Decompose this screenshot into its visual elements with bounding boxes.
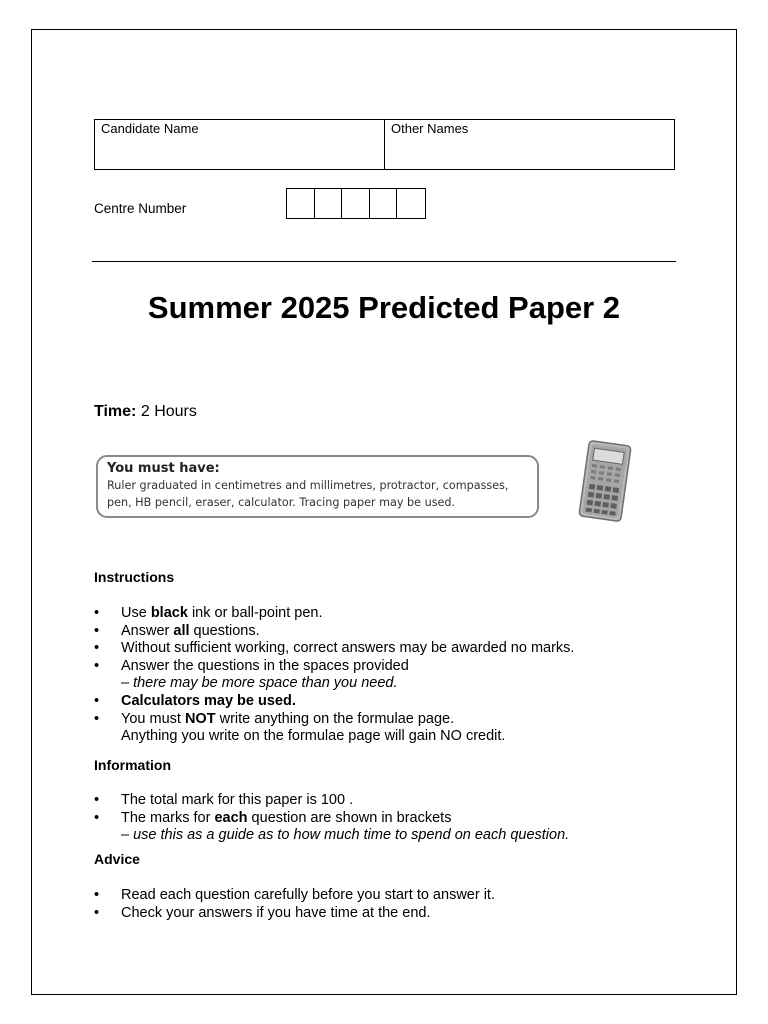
list-item-emphasis: Calculators may be used. [121,692,296,709]
bullet-icon: • [94,605,100,621]
must-have-box [96,455,539,518]
bullet-icon: • [94,809,100,826]
list-item [94,623,694,641]
list-item-text: questions. [189,622,260,639]
bullet-icon: • [94,640,100,657]
list-item-text: Answer the questions in the spaces provided [121,657,409,674]
bullet-icon: • [94,692,100,709]
centre-number-digit-box[interactable] [315,189,343,218]
list-item [94,605,694,623]
list-item-text: The marks for [121,809,215,826]
list-item-text: Answer [121,622,174,639]
information-heading: Information [94,757,171,773]
page-title: Summer 2025 Predicted Paper 2 [147,290,621,325]
time-value: 2 Hours [140,403,197,420]
candidate-details-table [94,119,675,170]
instructions-list [94,605,694,746]
list-item-text: Use [121,605,151,621]
centre-number-digit-box[interactable] [342,189,370,218]
centre-number-digit-box[interactable] [287,189,315,218]
list-item-text: question are shown in brackets [247,809,452,826]
time-allowed [94,403,197,421]
information-list [94,792,694,845]
calculator-icon [576,440,634,522]
centre-number-boxes [286,188,426,219]
list-item-emphasis: all [173,622,190,639]
list-item-text: You must [121,710,185,727]
list-item [94,711,694,746]
list-item-subtext: – there may be more space than you need. [121,675,398,692]
instructions-heading: Instructions [94,569,175,585]
centre-number-label: Centre Number [94,201,187,216]
list-item-text: Read each question carefully before you start to answer it. [121,887,495,903]
must-have-line: pen, HB pencil, eraser, calculator. Tracing paper may be used. [107,496,456,509]
bullet-icon: • [94,622,100,639]
list-item [94,640,694,658]
other-names-label: Other Names [391,121,469,136]
list-item-text: The total mark for this paper is 100 . [121,792,354,808]
centre-number-digit-box[interactable] [370,189,398,218]
list-item [94,693,694,711]
list-item-text: write anything on the formulae page. [215,710,455,727]
must-have-title: You must have: [107,461,220,476]
list-item [94,905,694,923]
list-item-subtext: – use this as a guide as to how much time to spend on each question. [121,827,570,844]
advice-list [94,887,694,922]
candidate-name-field[interactable] [95,120,385,169]
list-item [94,810,694,845]
list-item-subtext: Anything you write on the formulae page will gain NO credit. [121,728,506,745]
horizontal-rule [92,261,676,262]
advice-heading: Advice [94,851,140,867]
bullet-icon: • [94,710,100,727]
must-have-line: Ruler graduated in centimetres and millimetres, protractor, compasses, [107,479,509,492]
list-item [94,887,694,905]
list-item-text: Check your answers if you have time at the end. [121,904,431,921]
list-item [94,792,694,810]
bullet-icon: • [94,887,100,903]
bullet-icon: • [94,904,100,921]
list-item-emphasis: each [214,809,248,826]
list-item [94,658,694,693]
bullet-icon: • [94,792,100,808]
centre-number-digit-box[interactable] [397,189,425,218]
list-item-text: Without sufficient working, correct answers may be awarded no marks. [121,640,575,657]
time-label: Time: [94,403,137,420]
list-item-emphasis: black [150,605,188,621]
candidate-name-label: Candidate Name [101,121,199,136]
list-item-emphasis: NOT [184,710,216,727]
list-item-text: ink or ball-point pen. [187,605,323,621]
other-names-field[interactable] [385,120,674,169]
bullet-icon: • [94,657,100,674]
